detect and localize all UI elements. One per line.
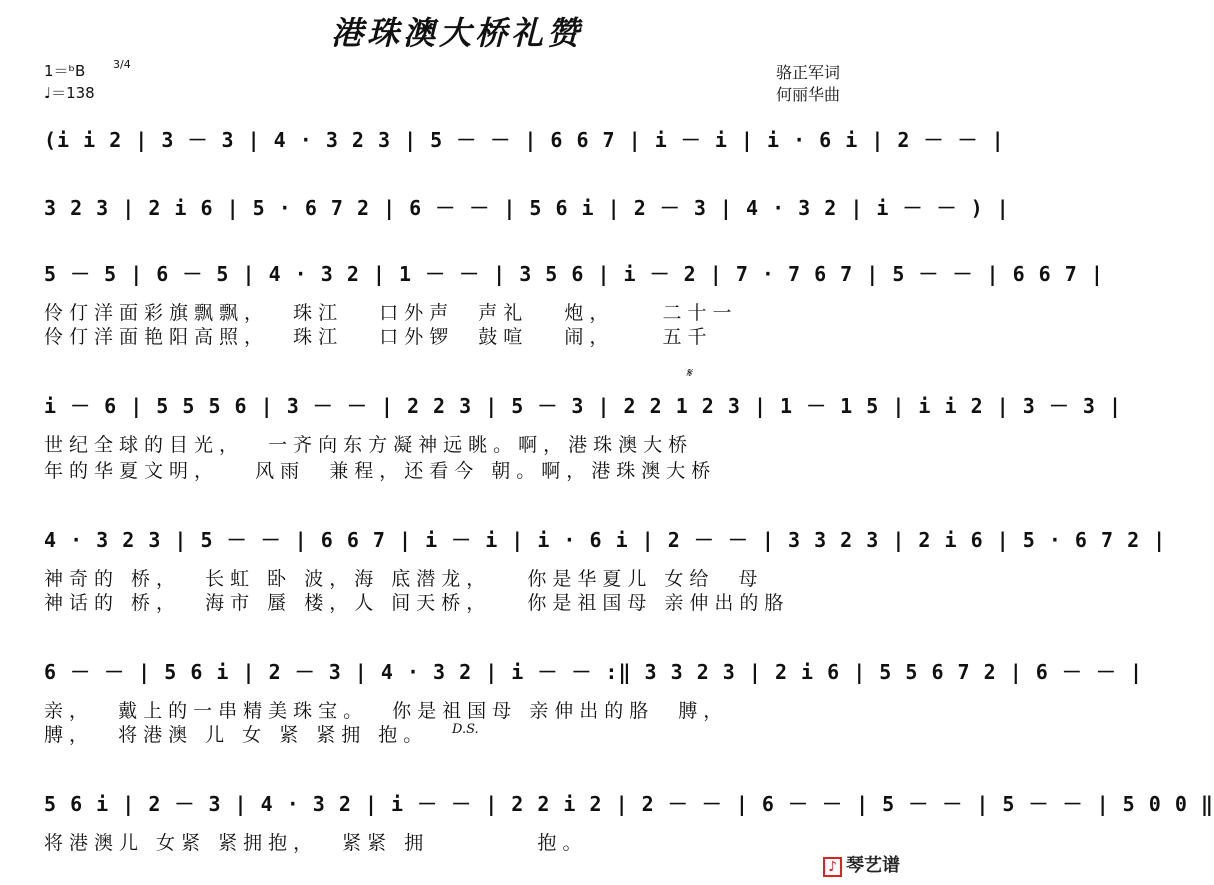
notation-row-4: i － 6 | 5 5 5 6 | 3 － － | 2 2 3 | 5 － 3 | 2 2 1 2 3 | 1 － 1 5 | i i 2 | 3 － 3 | (44, 394, 1122, 418)
tempo-marking: ♩＝138 (44, 84, 95, 102)
lyric-row-3-verse-2: 伶仃洋面艳阳高照， 珠江 口外锣 鼓喧 闹， 五千 (44, 326, 713, 348)
key-signature: 1＝ᵇB (44, 62, 86, 80)
lyric-row-6-verse-2: 膊， 将港澳 儿 女 紧 紧拥 抱。 (44, 724, 429, 746)
lyric-row-5-verse-1: 神奇的 桥， 长虹 卧 波，海 底潜龙， 你是华夏儿 女给 母 (44, 568, 764, 590)
notation-row-2: 3 2 3 | 2 i 6 | 5 · 6 7 2 | 6 － － | 5 6 i | 2 － 3 | 4 · 3 2 | i － － ) | (44, 196, 1010, 220)
watermark-logo (811, 830, 900, 877)
lyricist-credit: 骆正军词 (776, 63, 841, 82)
lyric-row-4-verse-1: 世纪全球的目光， 一齐向东方凝神远眺。啊，港珠澳大桥 (44, 434, 694, 456)
watermark-text: 琴艺谱 (846, 855, 900, 876)
notation-row-3: 5 － 5 | 6 － 5 | 4 · 3 2 | 1 － － | 3 5 6 | i － 2 | 7 · 7 6 7 | 5 － － | 6 6 7 | (44, 262, 1104, 286)
notation-row-6: 6 － － | 5 6 i | 2 － 3 | 4 · 3 2 | i － － :‖ 3 3 2 3 | 2 i 6 | 5 5 6 7 2 | 6 － － | (44, 660, 1143, 684)
dal-segno-mark: D.S. (452, 722, 479, 737)
lyric-row-5-verse-2: 神话的 桥， 海市 蜃 楼，人 间天桥， 你是祖国母 亲伸出的胳 (44, 592, 790, 614)
notation-row-1: (i i 2 | 3 － 3 | 4 · 3 2 3 | 5 － － | 6 6 7 | i － i | i · 6 i | 2 － － | (44, 128, 1005, 152)
segno-sign: 𝄋 (686, 366, 692, 381)
notation-row-5: 4 · 3 2 3 | 5 － － | 6 6 7 | i － i | i · 6 i | 2 － － | 3 3 2 3 | 2 i 6 | 5 · 6 7 2 | (44, 528, 1167, 552)
lyric-row-7-verse-1: 将港澳儿 女紧 紧拥抱， 紧紧 拥 抱。 (44, 832, 588, 854)
score-title: 港珠澳大桥礼赞 (330, 14, 583, 52)
composer-credit: 何丽华曲 (776, 85, 841, 104)
time-signature: 3/4 (113, 58, 131, 71)
lyric-row-4-verse-2: 年的华夏文明， 风雨 兼程，还看今 朝。啊，港珠澳大桥 (44, 460, 717, 482)
lyric-row-3-verse-1: 伶仃洋面彩旗飘飘， 珠江 口外声 声礼 炮， 二十一 (44, 302, 738, 324)
lyric-row-6-verse-1: 亲， 戴上的一串精美珠宝。 你是祖国母 亲伸出的胳 膊， (44, 700, 729, 722)
notation-row-7: 5 6 i | 2 － 3 | 4 · 3 2 | i － － | 2 2 i 2 | 2 － － | 6 － － | 5 － － | 5 － － | 5 0 0 ‖ (44, 792, 1214, 816)
logo-icon: ♪ (823, 857, 842, 877)
